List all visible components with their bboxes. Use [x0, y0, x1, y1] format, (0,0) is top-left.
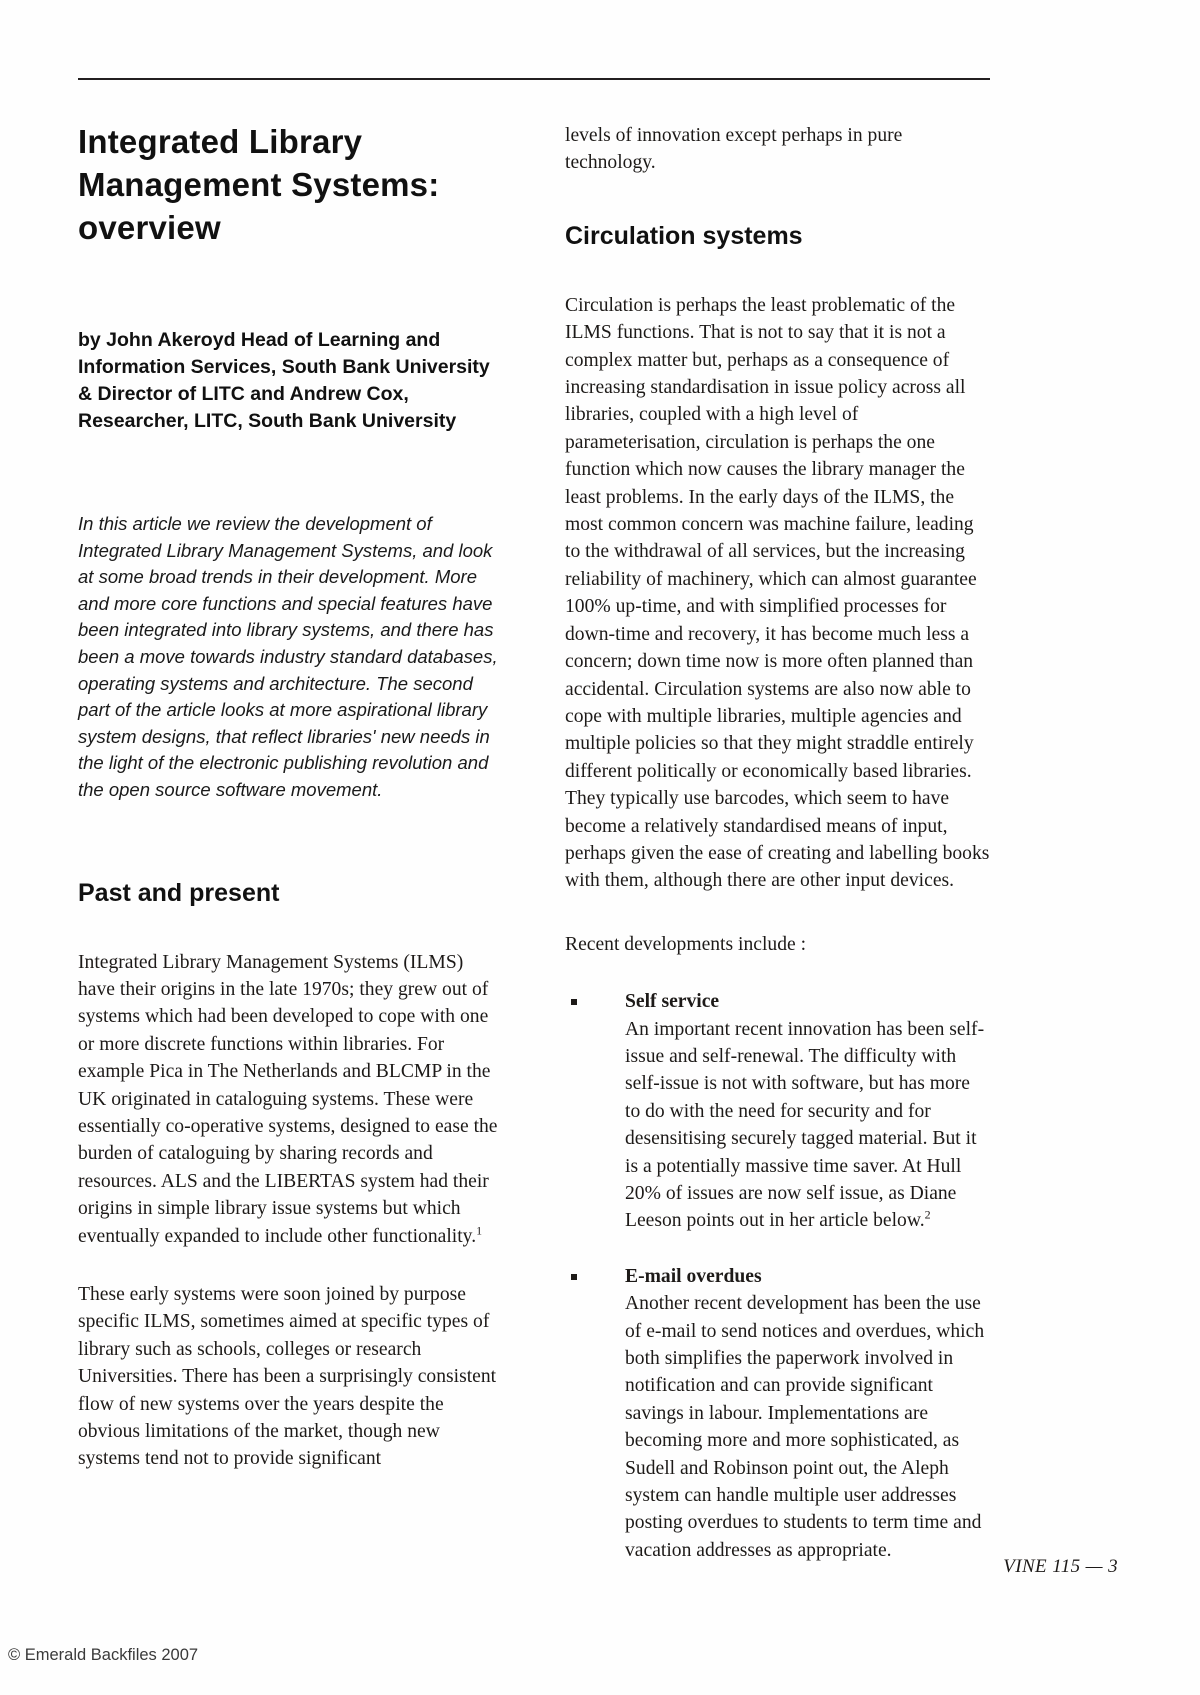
header-rule — [78, 78, 990, 80]
list-item-body — [625, 1016, 990, 1235]
list-item-body — [625, 1290, 990, 1564]
copyright-notice: © Emerald Backfiles 2007 — [8, 1646, 199, 1664]
footnote-marker: 2 — [924, 1207, 931, 1222]
author-byline: by John Akeroyd Head of Learning and Information Services, South Bank University & Director of LITC and Andrew Cox, Researcher, LITC, South Bank University — [78, 329, 490, 432]
list-item-title: E-mail overdues — [625, 1265, 762, 1287]
paragraph-text: Integrated Library Management Systems (ILMS) have their origins in the late 1970s; they grew out of systems which had been developed to cope with one or more discrete functions within libraries. For example Pica in The Netherlands and BLCMP in the UK originated in cataloguing systems. These were essentially co-operative systems, designed to ease the burden of cataloguing by sharing records and resources. ALS and the LIBERTAS system had their origins in simple library issue systems but which eventually expanded to include other functionality. — [78, 951, 498, 1247]
list-item — [565, 988, 990, 1235]
article-abstract: In this article we review the development of Integrated Library Management Systems, and look at some broad trends in their development. More and more core functions and special features have been integrated into library systems, and there has been a move towards industry standard databases, operating systems and architecture. The second part of the article looks at more aspirational library system designs, that reflect libraries' new needs in the light of the electronic publishing revolution and the open source software movement. — [78, 513, 498, 800]
bullet-dot-icon — [571, 999, 577, 1005]
footnote-marker: 1 — [476, 1223, 483, 1238]
list-lead-in: Recent developments include : — [565, 933, 807, 955]
continued-paragraph: levels of innovation except perhaps in pure technology. — [565, 125, 903, 174]
recent-developments-list — [565, 988, 990, 1564]
paragraph-text: These early systems were soon joined by purpose specific ILMS, sometimes aimed at specific types of library such as schools, colleges or research Universities. There has been a surprisingly consistent flow of new systems over the years despite the obvious limitations of the market, though new systems tend not to provide significant — [78, 1284, 497, 1470]
list-item-title: Self service — [625, 991, 720, 1013]
list-item-text: An important recent innovation has been self-issue and self-renewal. The difficulty with self-issue is not with software, but has more to do with the need for security and for desensitising securely tagged material. But it is a potentially massive time saver. At Hull 20% of issues are now self issue, as Diane Leeson points out in her article below. — [625, 1018, 985, 1232]
bullet-dot-icon — [571, 1274, 577, 1280]
two-column-layout — [78, 108, 990, 1592]
section-heading-circulation-systems: Circulation systems — [565, 221, 803, 250]
left-column — [78, 108, 503, 1592]
list-item — [565, 1263, 990, 1564]
body-paragraph — [78, 1281, 503, 1473]
list-item-text: Another recent development has been the use of e-mail to send notices and overdues, which both simplifies the paperwork involved in notification and can provide significant savings in labour. Implementations are becoming more and more sophisticated, as Sudell and Robinson point out, the Aleph system can handle multiple user addresses posting overdues to students to term time and vacation addresses as appropriate. — [625, 1293, 985, 1561]
page-title: Integrated Library Management Systems: overview — [78, 123, 440, 246]
section-heading-past-and-present: Past and present — [78, 878, 280, 907]
right-column — [565, 108, 990, 1592]
body-paragraph: Circulation is perhaps the least problematic of the ILMS functions. That is not to say that it is not a complex matter but, perhaps as a consequence of increasing standardisation in issue policy across all libraries, coupled with a high level of parameterisation, circulation is perhaps the one function which now causes the library manager the least problems. In the early days of the ILMS, the most common concern was machine failure, leading to the withdrawal of all services, but the increasing reliability of machinery, which can almost guarantee 100% up-time, and with simplified processes for down-time and recovery, it has become much less a concern; down time now is more often planned than accidental. Circulation systems are also now able to cope with multiple libraries, multiple agencies and multiple policies so that they might straddle entirely different politically or economically based libraries. They typically use barcodes, which seem to have become a relatively standardised means of input, perhaps given the ease of creating and labelling books with them, although there are other input devices. — [565, 294, 990, 892]
page-folio: VINE 115 — 3 — [1003, 1556, 1118, 1577]
body-paragraph — [78, 949, 503, 1250]
